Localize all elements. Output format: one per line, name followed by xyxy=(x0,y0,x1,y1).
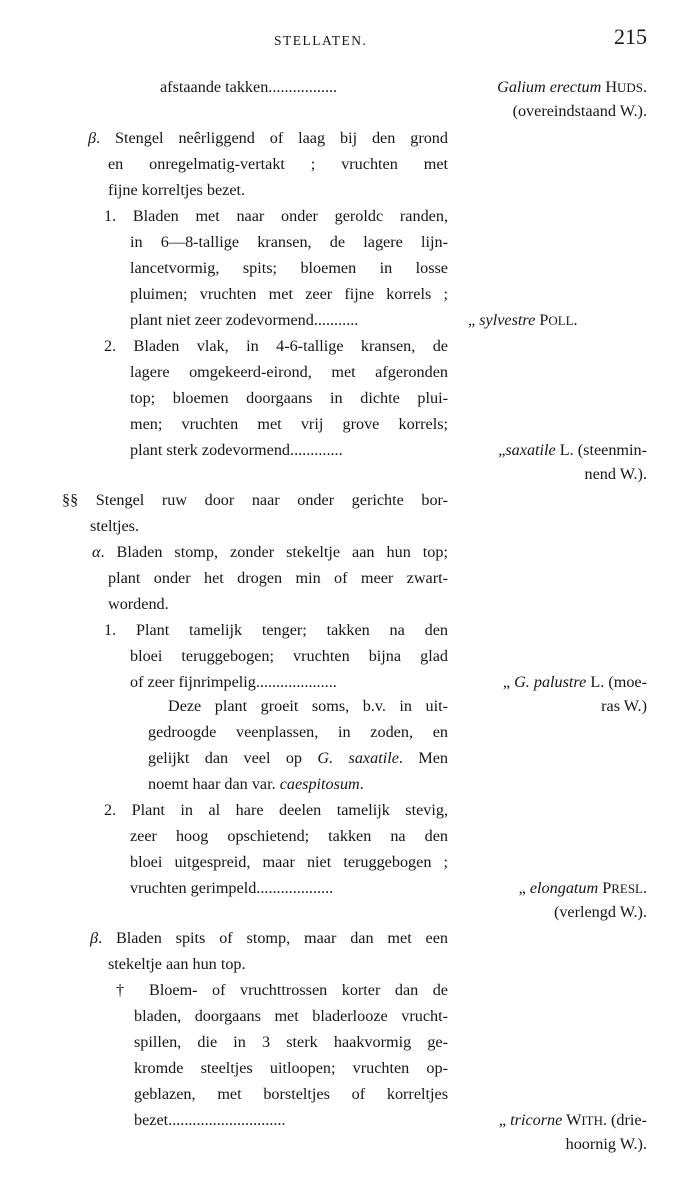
text-line: (verlengd W.). xyxy=(553,903,647,921)
text-line: „saxatile L. (steenmin- xyxy=(498,441,647,459)
text-line: plant sterk zodevormend............. xyxy=(130,441,343,459)
text-line: of zeer fijnrimpelig.................... xyxy=(130,673,337,691)
text-line: top; bloemen doorgaans in dichte plui- xyxy=(130,389,448,407)
text-line: plant onder het drogen min of meer zwart- xyxy=(108,569,448,587)
text-line: bloei teruggebogen; vruchten bijna glad xyxy=(130,647,448,665)
text-line: bladen, doorgaans met bladerlooze vrucht- xyxy=(134,1007,448,1025)
text-line: Galium erectum HUDS. xyxy=(497,78,647,96)
text-line: α. Bladen stomp, zonder stekeltje aan hun top; xyxy=(92,543,448,561)
text-line: kromde steeltjes uitloopen; vruchten op- xyxy=(134,1059,448,1077)
text-line: vruchten gerimpeld................... xyxy=(130,879,334,897)
text-line: „ tricorne WITH. (drie- xyxy=(498,1111,647,1129)
text-line: stekeltje aan hun top. xyxy=(108,955,246,973)
text-line: geblazen, met borsteltjes of korreltjes xyxy=(134,1085,448,1103)
text-line: „ G. palustre L. (moe- xyxy=(502,673,647,691)
text-line: 2. Bladen vlak, in 4-6-tallige kransen, de xyxy=(104,337,448,355)
text-line: 1. Plant tamelijk tenger; takken na den xyxy=(104,621,448,639)
text-line: β. Bladen spits of stomp, maar dan met een xyxy=(90,929,448,947)
text-line: men; vruchten met vrij grove korrels; xyxy=(130,415,448,433)
text-line: lagere omgekeerd-eirond, met afgeronden xyxy=(130,363,448,381)
text-line: 1. Bladen met naar onder geroldc randen, xyxy=(104,207,448,225)
running-head: STELLATEN. xyxy=(274,33,368,48)
text-line: zeer hoog opschietend; takken na den xyxy=(130,827,448,845)
text-line: en onregelmatig-vertakt ; vruchten met xyxy=(108,155,448,173)
text-line: hoornig W.). xyxy=(565,1135,647,1153)
text-line: † Bloem- of vruchttrossen korter dan de xyxy=(116,981,448,999)
text-line: pluimen; vruchten met zeer fijne korrels ; xyxy=(130,285,448,303)
text-line: spillen, die in 3 sterk haakvormig ge- xyxy=(134,1033,448,1051)
text-line: „ elongatum PRESL. xyxy=(518,879,647,897)
text-line: fijne korreltjes bezet. xyxy=(108,181,246,199)
page-number: 215 xyxy=(614,24,647,49)
text-line: β. Stengel neêrliggend of laag bij den grond xyxy=(88,129,448,147)
text-line: Deze plant groeit soms, b.v. in uit- xyxy=(168,697,448,715)
text-line: steltjes. xyxy=(90,517,140,535)
text-line: ras W.) xyxy=(601,697,647,715)
text-line: „ sylvestre POLL. xyxy=(468,311,578,329)
text-line: lancetvormig, spits; bloemen in losse xyxy=(130,259,448,277)
text-line: in 6—8-tallige kransen, de lagere lijn- xyxy=(130,233,448,251)
text-line: bloei uitgespreid, maar niet teruggebogen ; xyxy=(130,853,448,871)
text-line: bezet............................. xyxy=(134,1111,286,1129)
text-line: plant niet zeer zodevormend........... xyxy=(130,311,359,329)
text-line: nend W.). xyxy=(584,465,647,483)
text-line: 2. Plant in al hare deelen tamelijk stevig, xyxy=(104,801,448,819)
text-line: wordend. xyxy=(108,595,169,613)
text-line: afstaande takken................. xyxy=(160,78,338,96)
text-line: gelijkt dan veel op G. saxatile. Men xyxy=(148,749,448,767)
text-line: noemt haar dan var. caespitosum. xyxy=(148,775,364,793)
text-line: (overeindstaand W.). xyxy=(512,102,647,120)
text-line: gedroogde veenplassen, in zoden, en xyxy=(148,723,448,741)
text-line: §§ Stengel ruw door naar onder gerichte bor- xyxy=(62,491,448,509)
